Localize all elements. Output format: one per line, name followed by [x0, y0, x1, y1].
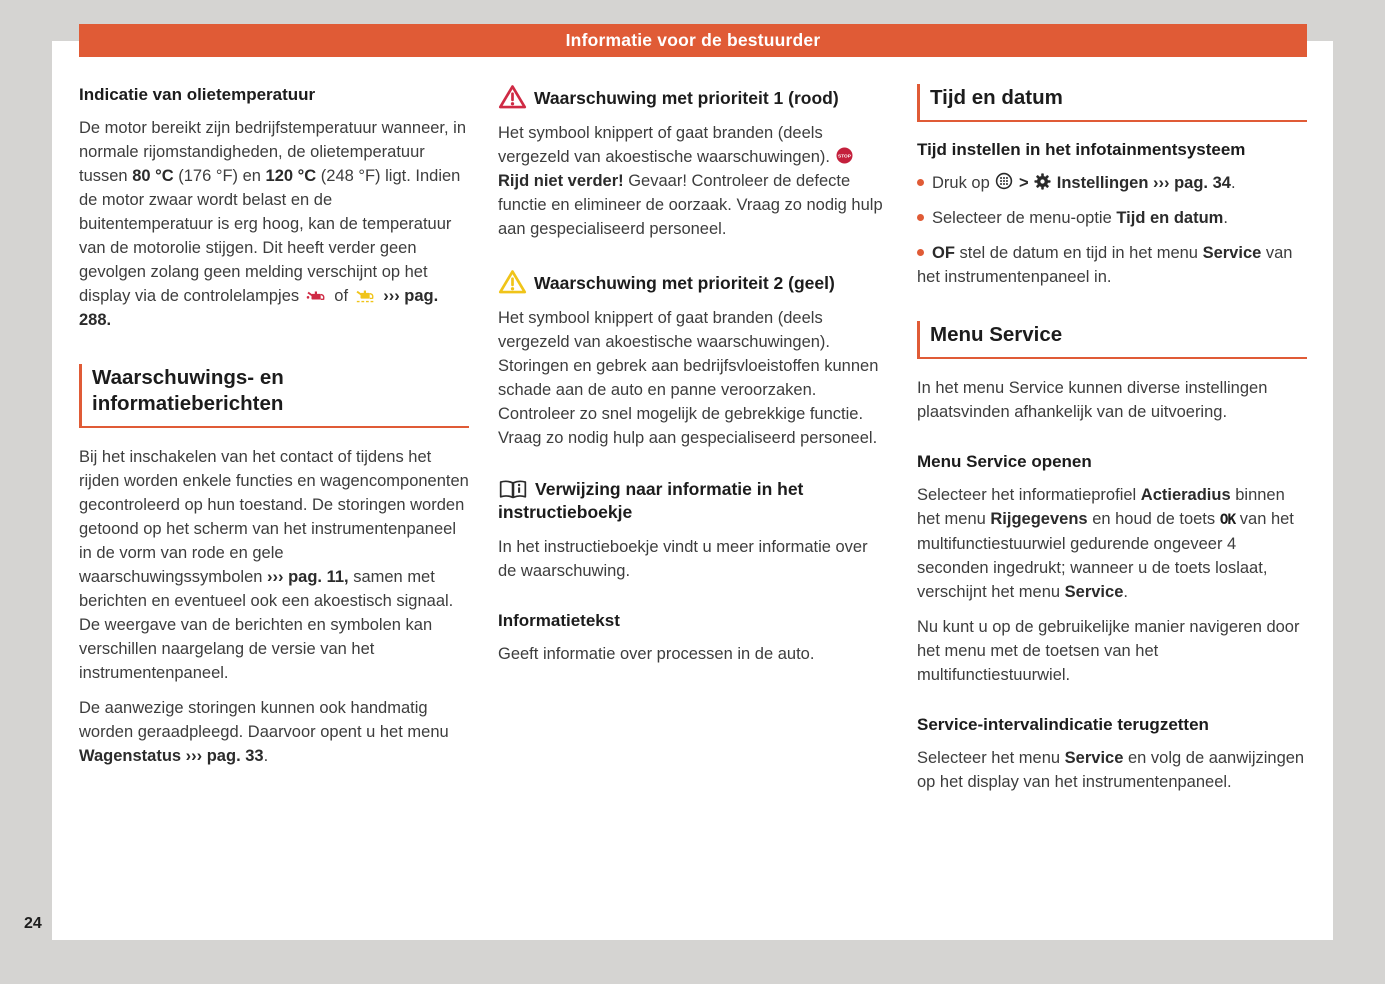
- page-reference-link[interactable]: ››› pag. 34: [1148, 174, 1231, 192]
- information-text-paragraph: Geeft informatie over processen in de auto.: [498, 645, 815, 663]
- menu-button-icon: [995, 172, 1013, 190]
- column-3: [917, 84, 1307, 805]
- service-interval-subheading: Service-intervalindicatie terugzetten: [917, 715, 1209, 734]
- priority2-warning-paragraph: Het symbool knippert of gaat branden (deels vergezeld van akoestische waarschuwingen). Storingen en gebrek aan bedrijfsvloeistoffen kunnen schade aan de auto en panne veroorzaken. Controleer zo snel mogelijk de gebrekkige functie. Vraag zo nodig hulp aan gespecialiseerd personeel.: [498, 309, 879, 447]
- time-set-subheading: Tijd instellen in het infotainmentsysteem: [917, 140, 1246, 159]
- chapter-title: Informatie voor de bestuurder: [565, 30, 821, 50]
- section-title: Menu Service: [930, 323, 1063, 346]
- settings-gear-icon: [1034, 173, 1051, 190]
- time-date-section-heading: [917, 84, 1307, 122]
- section-title: Tijd en datum: [930, 86, 1063, 109]
- bullet-item: Druk op > Instellingen ››› pag. 34.: [917, 171, 1307, 195]
- menu-service-section-heading: [917, 321, 1307, 359]
- priority2-warning-heading: Waarschuwing met prioriteit 2 (geel): [498, 269, 888, 295]
- priority1-warning-paragraph: Het symbool knippert of gaat branden (deels vergezeld van akoestische waarschuwingen). STOP Rijd niet verder! Gevaar! Controleer de defecte functie en elimineer de oorzaak. Vraag zo nodig hulp aan gespecialiseerd personeel.: [498, 124, 883, 238]
- bullet-icon: [917, 214, 924, 221]
- page-number: 24: [24, 915, 42, 932]
- oil-pressure-warning-icon: [306, 288, 328, 303]
- bullet-item: OF stel de datum en tijd in het menu Service van het instrumentenpaneel in.: [917, 244, 1293, 286]
- page-reference-link[interactable]: ››› pag. 11,: [267, 568, 349, 586]
- manual-reference-icon: [498, 479, 528, 501]
- column-2: [498, 84, 888, 805]
- menu-service-open-paragraph: Selecteer het informatieprofiel Actieradius binnen het menu Rijgegevens en houd de toets OK van het multifunctiestuurwiel gedurende ongeveer 4 seconden ingedrukt; wanneer u de toets loslaat, verschijnt het menu Service.: [917, 486, 1294, 601]
- menu-service-intro-paragraph: In het menu Service kunnen diverse instellingen plaatsvinden afhankelijk van de uitvoering.: [917, 379, 1268, 421]
- page-reference-link[interactable]: ››› pag. 288.: [79, 287, 439, 329]
- oil-temperature-paragraph: De motor bereikt zijn bedrijfstemperatuur wanneer, in normale rijomstandigheden, de olietemperatuur tussen 80 °C (176 °F) en 120 °C (248 °F) ligt. Indien de motor zwaar wordt belast en de buitentemperatuur is erg hoog, kan de temperatuur van de motorolie stijgen. Dit heeft verder geen gevolgen zolang geen melding verschijnt op het display via de controlelampjes of ››› pag. 288.: [79, 119, 467, 329]
- chapter-header-bar: [79, 24, 1307, 57]
- bullet-icon: [917, 179, 924, 186]
- oil-temperature-heading: Indicatie van olietemperatuur: [79, 85, 316, 104]
- menu-service-navigate-paragraph: Nu kunt u op de gebruikelijke manier navigeren door het menu met de toetsen van het multifunctiestuurwiel.: [917, 618, 1300, 684]
- bullet-icon: [917, 249, 924, 256]
- oil-level-warning-icon: [355, 288, 377, 303]
- column-1: [79, 84, 469, 805]
- page-reference-link[interactable]: ››› pag. 33: [181, 747, 264, 765]
- bullet-item: Selecteer de menu-optie Tijd en datum.: [917, 206, 1307, 230]
- manual-reference-heading: Verwijzing naar informatie in het instructieboekje: [498, 479, 804, 522]
- warnings-section-heading: [79, 364, 469, 428]
- warnings-paragraph-2: De aanwezige storingen kunnen ook handmatig worden geraadpleegd. Daarvoor opent u het menu Wagenstatus ››› pag. 33.: [79, 699, 449, 765]
- service-interval-paragraph: Selecteer het menu Service en volg de aanwijzingen op het display van het instrumentenpaneel.: [917, 749, 1305, 791]
- section-title: Waarschuwings- en informatieberichten: [92, 366, 284, 415]
- warnings-paragraph-1: Bij het inschakelen van het contact of tijdens het rijden worden enkele functies en wagencomponenten gecontroleerd op hun toestand. De storingen worden getoond op het scherm van het instrumentenpaneel in de vorm van rode en gele waarschuwingssymbolen ››› pag. 11, samen met berichten en eventueel ook een akoestisch signaal. De weergave van de berichten en symbolen kan verschillen naargelang de versie van het instrumentenpaneel.: [79, 448, 469, 682]
- manual-reference-paragraph: In het instructieboekje vindt u meer informatie over de waarschuwing.: [498, 538, 868, 580]
- warning-priority2-icon: [498, 269, 527, 295]
- information-text-heading: Informatietekst: [498, 611, 620, 630]
- stop-icon: [836, 147, 853, 164]
- warning-priority1-icon: [498, 84, 527, 110]
- ok-key-label: OK: [1219, 512, 1236, 528]
- page-content: [79, 84, 1307, 805]
- svg-text:STOP: STOP: [837, 154, 851, 160]
- priority1-warning-heading: Waarschuwing met prioriteit 1 (rood): [498, 84, 888, 110]
- menu-service-open-subheading: Menu Service openen: [917, 452, 1092, 471]
